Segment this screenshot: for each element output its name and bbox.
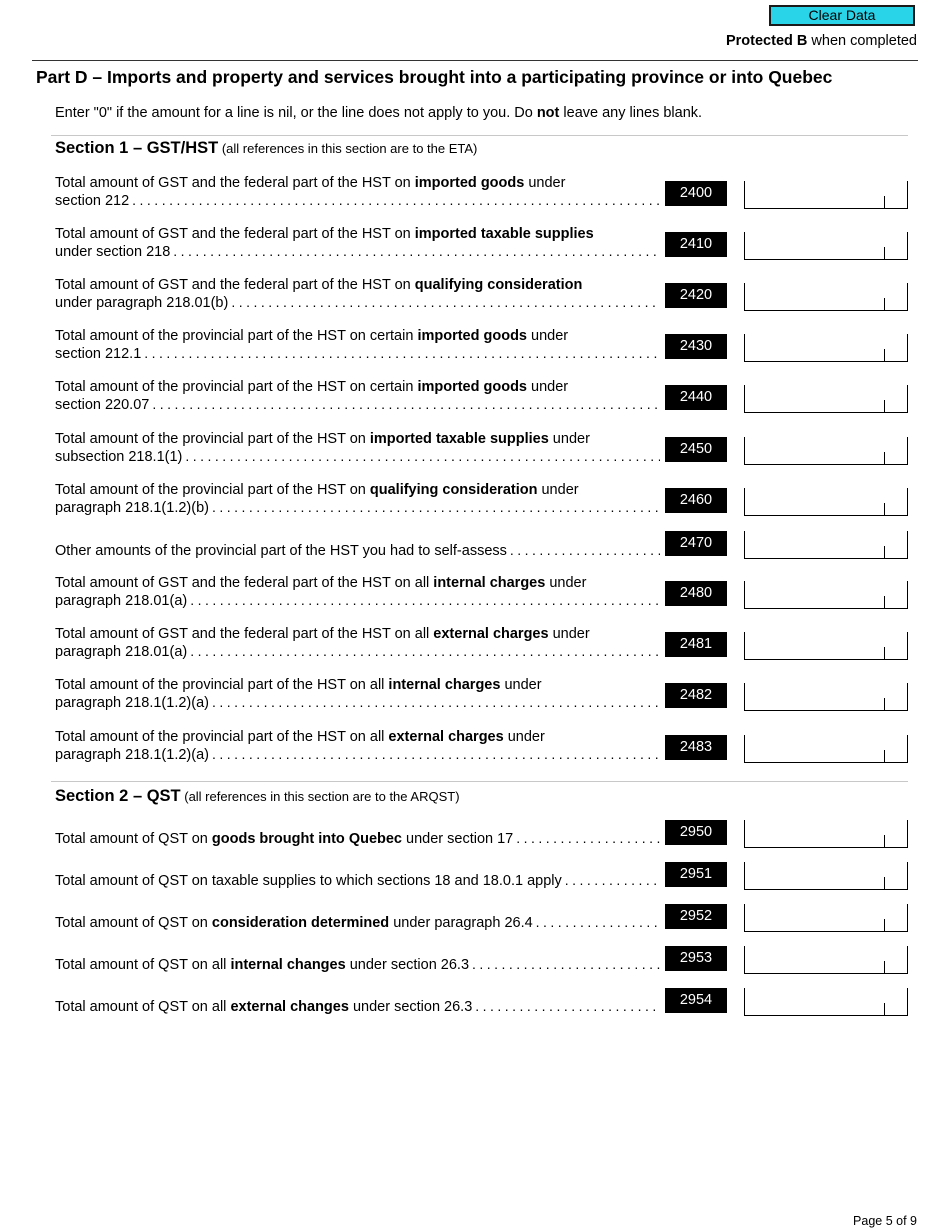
line-description [55,542,660,560]
amount-field-2950[interactable] [744,820,908,848]
amount-field-2470[interactable] [744,531,908,559]
cents-separator [884,298,885,310]
line-code-badge: 2482 [665,683,727,708]
description-emphasis: internal charges [433,575,546,591]
description-line-2 [55,294,660,312]
line-code-badge: 2480 [665,581,727,606]
section2-title [55,787,460,806]
line-code-badge: 2470 [665,531,727,556]
dot-leader [144,345,660,362]
description-emphasis: goods brought into Quebec [211,831,402,847]
description-line-2 [55,694,660,712]
dot-leader [132,192,660,209]
line-code-badge: 2954 [665,988,727,1013]
description-text-group [55,915,533,932]
cents-separator [884,647,885,659]
description-emphasis: imported goods [417,379,527,395]
description-text: paragraph 218.01(a) [55,593,188,609]
description-line-2 [55,192,660,210]
description-text: Total amount of GST and the federal part of the HST on [55,175,415,191]
dot-leader [212,746,660,763]
dot-leader [475,998,660,1015]
cents-separator [884,452,885,464]
dot-leader [212,499,660,516]
description-text: section 212 [55,193,130,209]
section2-divider [51,781,908,782]
description-line-2 [55,499,660,517]
part-title: Part D – Imports and property and services brought into a participating province or into Quebec [36,67,833,87]
description-text: under [527,379,569,395]
clear-data-button[interactable]: Clear Data [769,5,915,26]
line-code-badge: 2950 [665,820,727,845]
description-text: Total amount of QST on taxable supplies to which sections 18 and 18.0.1 apply [55,873,562,889]
dot-leader [472,956,660,973]
description-line-1 [55,729,660,746]
description-emphasis: external charges [433,626,549,642]
instruction-text-1: Enter "0" if the amount for a line is nil, or the line does not apply to you. Do [55,105,537,121]
dot-leader [190,592,660,609]
protected-label [726,33,917,49]
description-text: paragraph 218.01(a) [55,644,188,660]
description-text: subsection 218.1(1) [55,449,183,465]
description-emphasis: qualifying consideration [414,277,583,293]
line-code-badge: 2400 [665,181,727,206]
description-text: under [500,677,542,693]
description-text-group [55,957,469,974]
line-code-badge: 2440 [665,385,727,410]
line-description [55,626,660,661]
line-description [55,328,660,363]
description-line-2 [55,345,660,363]
description-text: under section 26.3 [345,957,470,973]
dot-leader [173,243,660,260]
description-text: Total amount of the provincial part of the HST on [55,431,370,447]
description-text: under paragraph 218.01(b) [55,295,229,311]
description-line [55,830,660,848]
description-emphasis: imported goods [417,328,527,344]
section1-heading: Section 1 – GST/HST [55,139,219,157]
cents-separator [884,546,885,558]
line-code-badge: 2460 [665,488,727,513]
description-line-2 [55,448,660,466]
description-emphasis: imported taxable supplies [369,431,549,447]
cents-separator [884,596,885,608]
cents-separator [884,698,885,710]
line-description [55,729,660,764]
amount-field-2440[interactable] [744,385,908,413]
description-text: Total amount of GST and the federal part of the HST on [55,226,415,242]
dot-leader [565,872,660,889]
cents-separator [884,877,885,889]
description-emphasis: internal changes [230,957,346,973]
description-text: Total amount of the provincial part of the HST on all [55,729,389,745]
dot-leader [152,396,660,413]
description-text: Total amount of the provincial part of the HST on certain [55,379,418,395]
description-line-2 [55,542,660,560]
line-description [55,677,660,712]
line-code-badge: 2420 [665,283,727,308]
description-text: paragraph 218.1(1.2)(a) [55,747,209,763]
description-text: Total amount of GST and the federal part of the HST on all [55,626,434,642]
description-text: section 212.1 [55,346,142,362]
description-line-1 [55,626,660,643]
description-text: under [503,729,545,745]
cents-separator [884,919,885,931]
line-description [55,956,660,974]
description-emphasis: qualifying consideration [369,482,538,498]
line-code-badge: 2450 [665,437,727,462]
line-code-badge: 2952 [665,904,727,929]
amount-field-2952[interactable] [744,904,908,932]
description-line-1 [55,677,660,694]
instruction-text-2: leave any lines blank. [559,105,703,121]
description-line-2 [55,643,660,661]
protected-suffix: when completed [807,33,917,49]
description-text: Total amount of QST on all [55,957,231,973]
line-description [55,872,660,890]
dot-leader [536,914,660,931]
description-text-group [55,873,562,890]
line-code-badge: 2951 [665,862,727,887]
description-text: Total amount of QST on [55,831,212,847]
line-description [55,575,660,610]
line-description [55,482,660,517]
cents-separator [884,1003,885,1015]
line-description [55,379,660,414]
line-description [55,830,660,848]
description-text: paragraph 218.1(1.2)(a) [55,695,209,711]
description-text: under paragraph 26.4 [389,915,533,931]
section1-divider [51,135,908,136]
description-line-1 [55,226,660,243]
amount-field-2483[interactable] [744,735,908,763]
line-code-badge: 2953 [665,946,727,971]
description-line-1 [55,175,660,192]
line-description [55,914,660,932]
description-line [55,998,660,1016]
top-divider [32,60,918,61]
section1-note: (all references in this section are to the ETA) [218,141,478,156]
description-line [55,872,660,890]
description-emphasis: external charges [388,729,504,745]
description-text-group [55,999,472,1016]
line-code-badge: 2483 [665,735,727,760]
description-text: Total amount of the provincial part of the HST on all [55,677,389,693]
description-text-group [55,831,513,848]
dot-leader [212,694,660,711]
line-description [55,431,660,466]
description-line-2 [55,396,660,414]
description-text: Total amount of QST on all [55,999,231,1015]
cents-separator [884,961,885,973]
cents-separator [884,503,885,515]
description-text: under [537,482,579,498]
line-code-badge: 2410 [665,232,727,257]
description-emphasis: external changes [230,999,349,1015]
description-text: under section 26.3 [348,999,473,1015]
line-code-badge: 2481 [665,632,727,657]
section1-title [55,139,477,158]
amount-field-2480[interactable] [744,581,908,609]
description-line-1 [55,431,660,448]
cents-separator [884,400,885,412]
description-line [55,914,660,932]
amount-field-2481[interactable] [744,632,908,660]
description-line-2 [55,592,660,610]
cents-separator [884,247,885,259]
description-text: Other amounts of the provincial part of the HST you had to self-assess [55,543,507,559]
dot-leader [190,643,660,660]
instructions [55,105,702,121]
description-text: under [524,175,566,191]
line-description [55,998,660,1016]
description-text: Total amount of GST and the federal part of the HST on all [55,575,434,591]
amount-field-2953[interactable] [744,946,908,974]
description-line-1 [55,482,660,499]
section2-heading: Section 2 – QST [55,787,181,805]
description-text: Total amount of the provincial part of the HST on certain [55,328,418,344]
description-text: under section 17 [402,831,514,847]
cents-separator [884,750,885,762]
amount-field-2954[interactable] [744,988,908,1016]
description-line-1 [55,277,660,294]
dot-leader [185,448,660,465]
dot-leader [516,830,660,847]
description-text: under section 218 [55,244,171,260]
cents-separator [884,196,885,208]
line-description [55,226,660,261]
description-text: under [527,328,569,344]
description-text: Total amount of GST and the federal part of the HST on [55,277,415,293]
line-description [55,277,660,312]
amount-field-2482[interactable] [744,683,908,711]
cents-separator [884,835,885,847]
description-emphasis: internal charges [388,677,501,693]
description-text: paragraph 218.1(1.2)(b) [55,500,209,516]
description-line-1 [55,575,660,592]
amount-field-2400[interactable] [744,181,908,209]
line-code-badge: 2430 [665,334,727,359]
description-line [55,956,660,974]
description-line-1 [55,379,660,396]
description-text: section 220.07 [55,397,150,413]
section2-note: (all references in this section are to the ARQST) [180,789,460,804]
cents-separator [884,349,885,361]
description-text: Total amount of the provincial part of the HST on [55,482,370,498]
amount-field-2951[interactable] [744,862,908,890]
description-text: Total amount of QST on [55,915,212,931]
dot-leader [231,294,660,311]
description-text: under [545,575,587,591]
protected-level: Protected B [725,33,808,49]
amount-field-2410[interactable] [744,232,908,260]
dot-leader [510,542,660,559]
description-emphasis: imported taxable supplies [414,226,594,242]
description-line-1 [55,328,660,345]
description-text: under [548,626,590,642]
instruction-bold: not [536,105,560,121]
amount-field-2420[interactable] [744,283,908,311]
description-emphasis: imported goods [414,175,525,191]
amount-field-2450[interactable] [744,437,908,465]
line-description [55,175,660,210]
description-line-2 [55,746,660,764]
amount-field-2460[interactable] [744,488,908,516]
description-emphasis: consideration determined [211,915,390,931]
amount-field-2430[interactable] [744,334,908,362]
description-line-2 [55,243,660,261]
page-number: Page 5 of 9 [853,1214,917,1228]
description-text: under [548,431,590,447]
